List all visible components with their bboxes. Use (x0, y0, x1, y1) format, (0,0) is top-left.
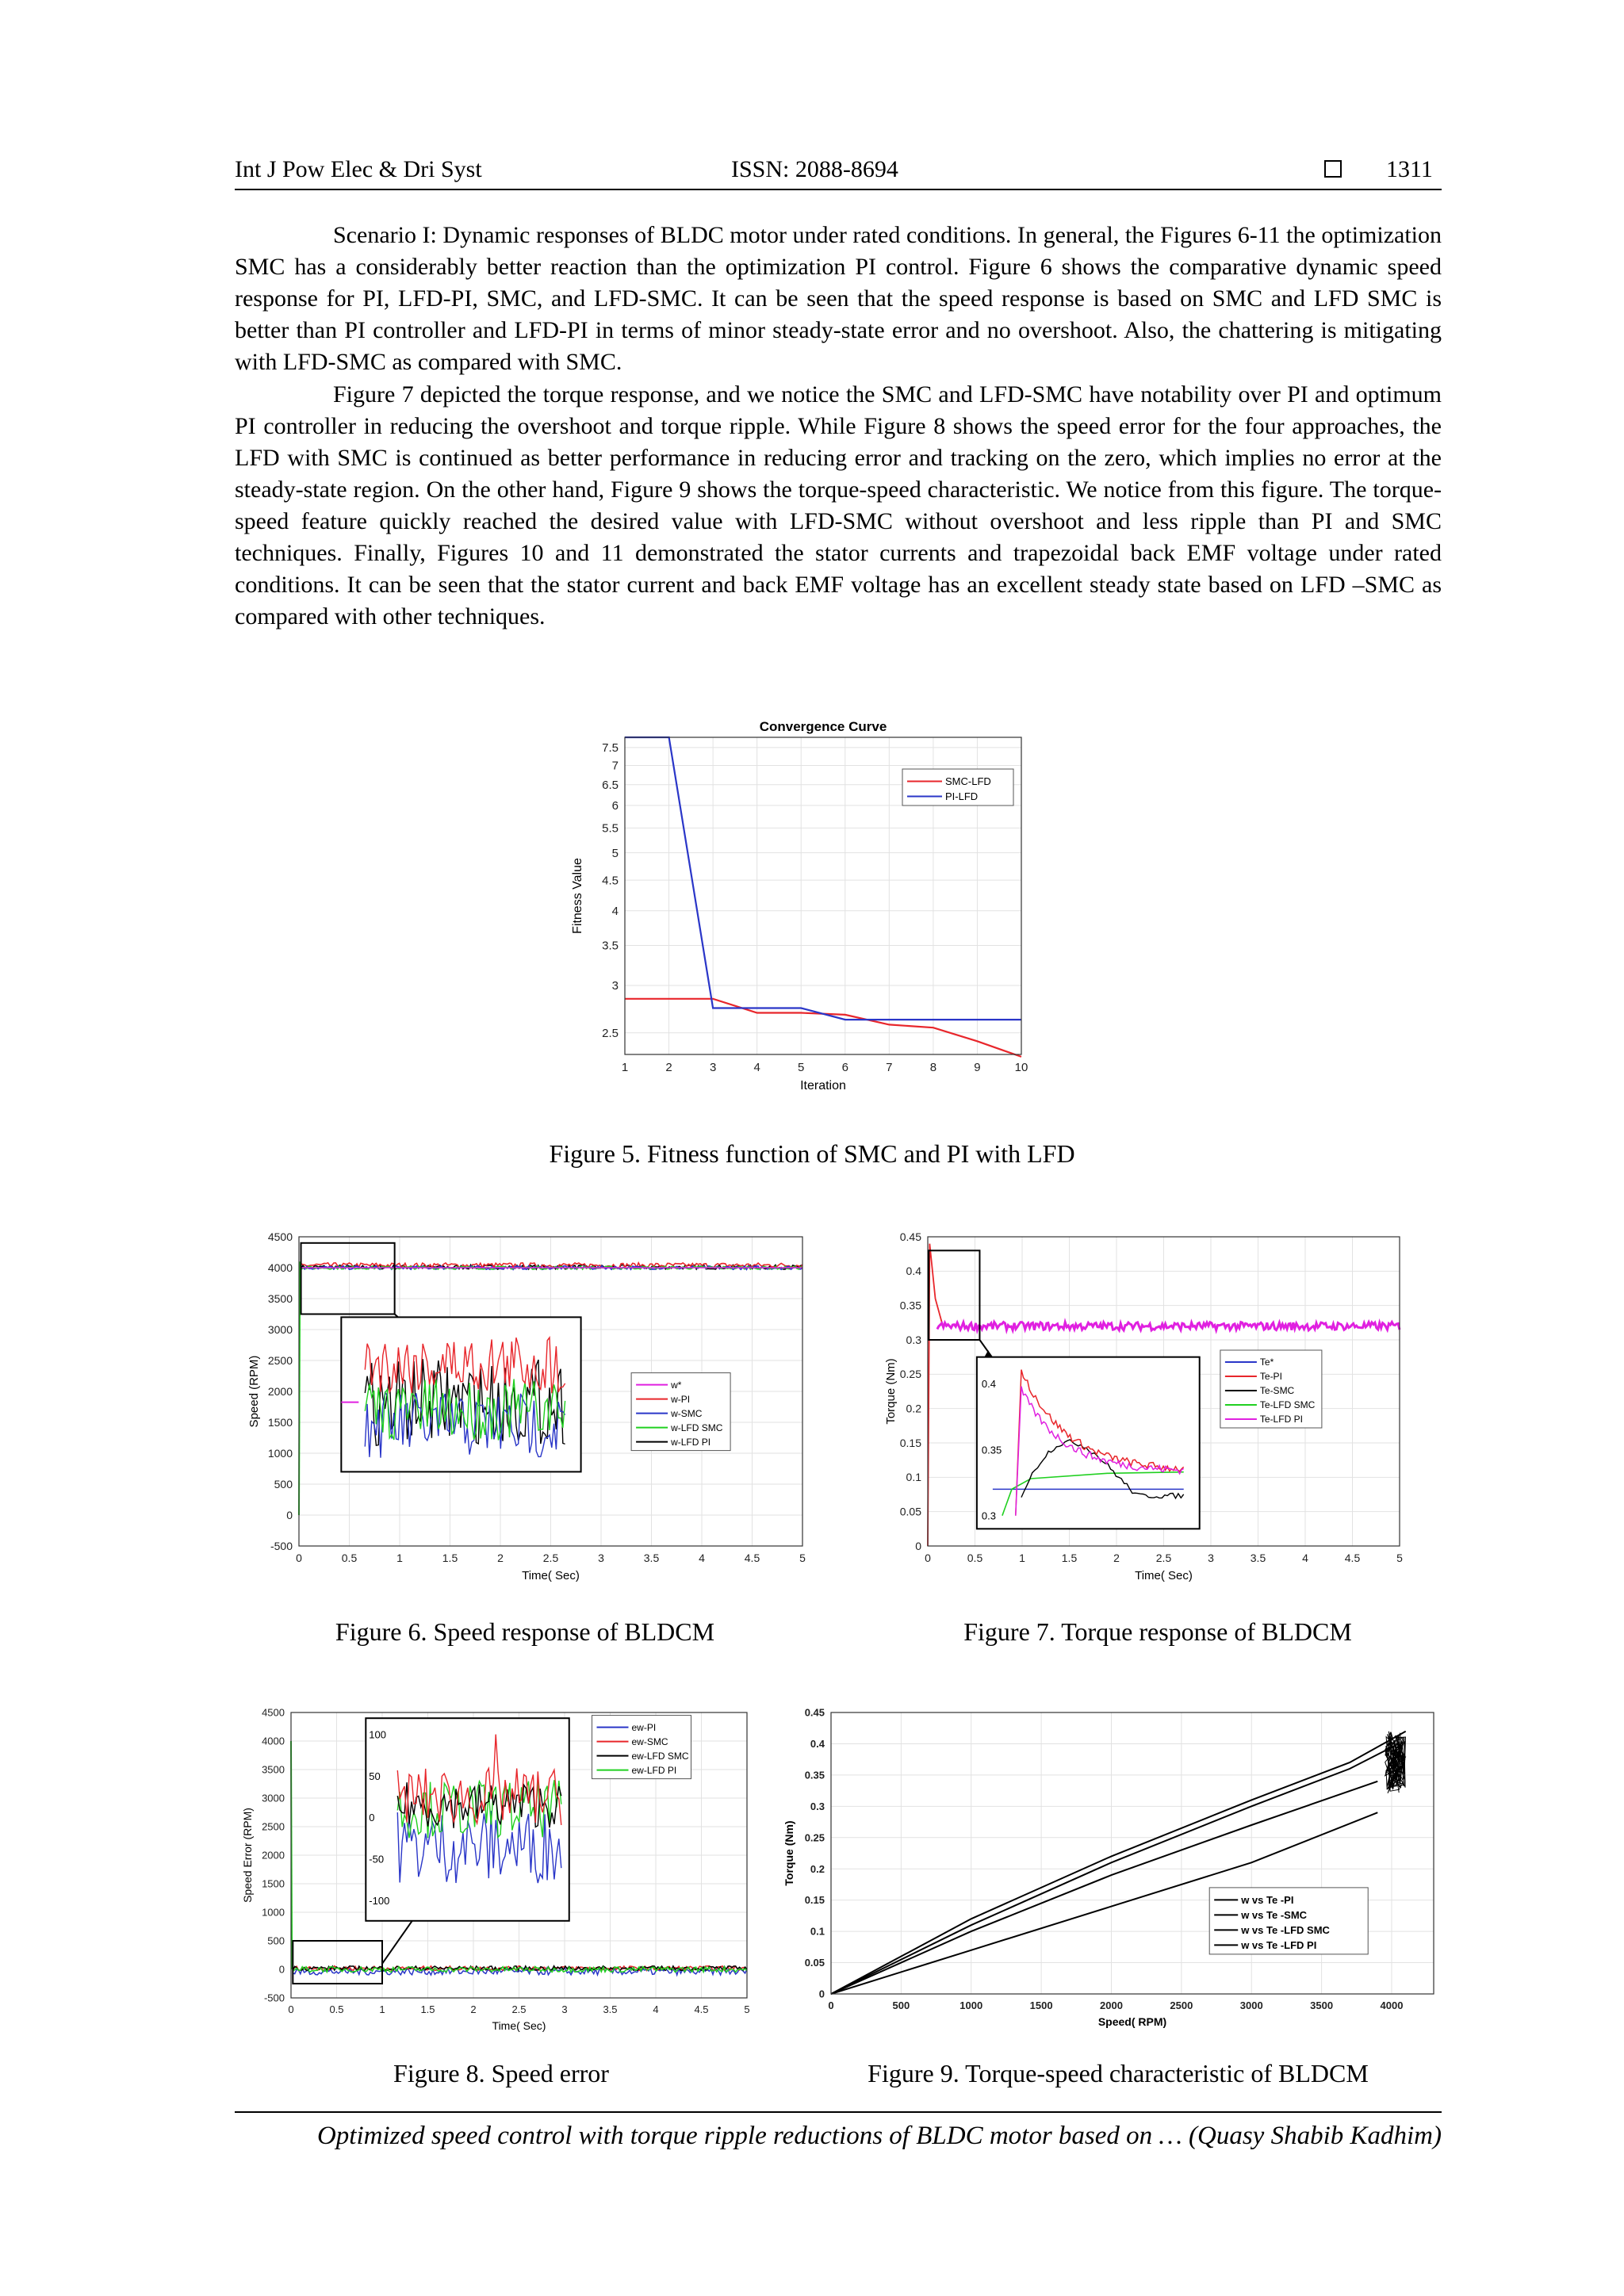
legend-label: ew-LFD PI (631, 1764, 677, 1776)
y-tick-label: 0.25 (899, 1368, 921, 1381)
x-tick-label: 3.5 (643, 1552, 660, 1564)
x-tick-label: 9 (974, 1061, 981, 1074)
x-tick-label: 1.5 (442, 1552, 458, 1564)
x-tick-label: 4.5 (1344, 1552, 1361, 1564)
y-tick-label: 0 (915, 1539, 921, 1552)
legend-label: w-PI (671, 1393, 691, 1405)
y-tick-label: 0.4 (810, 1737, 825, 1750)
y-tick-label: 5 (611, 846, 619, 860)
x-tick-label: 0 (296, 1552, 302, 1564)
x-tick-label: 5 (744, 2003, 750, 2015)
legend-label: Te-LFD SMC (1259, 1399, 1316, 1411)
y-tick-label: 500 (274, 1477, 293, 1490)
y-tick-label: 0.35 (899, 1299, 921, 1312)
figure-7-caption: Figure 7. Torque response of BLDCM (963, 1617, 1352, 1646)
figure-8-caption: Figure 8. Speed error (393, 2059, 609, 2087)
y-tick-label: 2000 (262, 1849, 285, 1862)
legend-label: Te* (1259, 1357, 1274, 1368)
y-axis-label: Fitness Value (571, 858, 584, 934)
x-tick-label: 2 (470, 2003, 477, 2015)
x-tick-label: 6 (841, 1061, 848, 1074)
x-tick-label: 1.5 (1061, 1552, 1078, 1564)
legend-label: w* (671, 1379, 682, 1391)
inset-y-tick-label: 0.3 (981, 1510, 996, 1522)
page-number: 1311 (1386, 156, 1433, 182)
inset-y-tick-label: 0.35 (981, 1444, 1002, 1456)
x-tick-label: 2 (1113, 1552, 1120, 1564)
y-tick-label: 0.45 (899, 1230, 921, 1243)
y-tick-label: -500 (270, 1539, 293, 1552)
x-tick-label: 0.5 (329, 2003, 344, 2015)
y-tick-label: 4500 (267, 1230, 293, 1243)
journal-name: Int J Pow Elec & Dri Syst (235, 156, 482, 182)
inset-y-tick-label: 100 (369, 1728, 387, 1741)
x-tick-label: 1500 (1029, 1999, 1053, 2011)
y-tick-label: -500 (263, 1992, 285, 2004)
x-axis-label: Time( Sec) (1135, 1569, 1193, 1582)
y-axis-label: Speed (RPM) (247, 1355, 261, 1428)
y-tick-label: 4000 (262, 1735, 285, 1747)
y-tick-label: 0.1 (810, 1925, 825, 1938)
y-axis-label: Speed Error (RPM) (241, 1808, 254, 1903)
legend-label: w vs Te -PI (1241, 1893, 1294, 1906)
x-axis-label: Time( Sec) (492, 2019, 546, 2032)
y-tick-label: 1000 (262, 1906, 285, 1919)
issn: ISSN: 2088-8694 (731, 156, 898, 182)
y-tick-label: 1500 (267, 1415, 293, 1429)
legend-label: SMC-LFD (945, 775, 991, 788)
x-tick-label: 5 (798, 1061, 805, 1074)
x-tick-label: 4 (653, 2003, 659, 2015)
figure-5-caption: Figure 5. Fitness function of SMC and PI with LFD (549, 1139, 1075, 1168)
figure-8-speed-error-chart (232, 1701, 771, 2049)
legend-label: ew-SMC (631, 1735, 668, 1747)
legend-label: Te-LFD PI (1259, 1414, 1303, 1425)
x-tick-label: 3 (561, 2003, 568, 2015)
legend-label: Te-SMC (1259, 1385, 1295, 1397)
y-tick-label: 4500 (262, 1706, 285, 1719)
x-tick-label: 2 (665, 1061, 672, 1074)
y-tick-label: 3.5 (602, 939, 619, 953)
x-tick-label: 1 (1019, 1552, 1025, 1564)
x-tick-label: 0.5 (341, 1552, 358, 1564)
y-tick-label: 2.5 (602, 1026, 619, 1040)
paragraph-2: Figure 7 depicted the torque response, and we notice the SMC and LFD-SMC have notability over PI and optimum PI controller in reducing the overshoot and torque ripple. While Figure 8 shows the speed error for the four approaches, the LFD with SMC is continued as better performance in reducing error and tracking on the zero, which implies no error at the steady-state region. On the other hand, Figure 9 shows the torque-speed characteristic. We notice from this figure. The torque-speed feature quickly reached the desired value with LFD-SMC without overshoot and less ripple than PI and SMC techniques. Finally, Figures 10 and 11 demonstrated the stator currents and trapezoidal back EMF voltage under rated conditions. It can be seen that the stator current and back EMF voltage has an excellent steady state based on LFD –SMC as compared with other techniques. (235, 381, 1442, 629)
legend-label: w vs Te -SMC (1241, 1908, 1308, 1921)
y-tick-label: 0.2 (810, 1862, 825, 1875)
x-tick-label: 4 (753, 1061, 760, 1074)
figure-9-caption: Figure 9. Torque-speed characteristic of BLDCM (868, 2059, 1369, 2087)
y-tick-label: 6.5 (602, 778, 619, 792)
y-tick-label: 4 (611, 904, 619, 918)
y-tick-label: 2500 (267, 1353, 293, 1367)
y-tick-label: 7 (611, 759, 619, 773)
legend-label: w-SMC (671, 1407, 703, 1419)
y-tick-label: 0 (286, 1508, 293, 1521)
x-tick-label: 3500 (1310, 1999, 1334, 2011)
y-tick-label: 3000 (262, 1792, 285, 1804)
y-tick-label: 1500 (262, 1877, 285, 1890)
paragraph-1: Scenario I: Dynamic responses of BLDC motor under rated conditions. In general, the Figures 6-11 the optimization SMC has a considerably better reaction than the optimization PI control. Figure 6 shows the comparative dynamic speed response for PI, LFD-PI, SMC, and LFD-SMC. It can be seen that the speed response is based on SMC and LFD SMC is better than PI controller and LFD-PI in terms of minor steady-state error and no overshoot. Also, the chattering is mitigating with LFD-SMC as compared with SMC. (235, 222, 1442, 375)
x-tick-label: 1 (396, 1552, 403, 1564)
y-axis-label: Torque (Nm) (884, 1358, 898, 1425)
legend-label: Te-PI (1259, 1371, 1282, 1383)
x-tick-label: 4.5 (694, 2003, 709, 2015)
figure-7-torque-response-chart (884, 1225, 1427, 1598)
footer-rule (235, 2111, 1442, 2113)
x-axis-label: Iteration (800, 1079, 846, 1093)
y-tick-label: 3 (611, 979, 619, 993)
y-tick-label: 0 (818, 1988, 825, 2000)
y-tick-label: 1000 (267, 1446, 293, 1460)
x-tick-label: 3000 (1239, 1999, 1263, 2011)
y-tick-label: 2000 (267, 1384, 293, 1398)
figure-6-speed-response-chart (232, 1225, 818, 1598)
inset-frame (977, 1357, 1200, 1529)
y-tick-label: 0.05 (899, 1505, 921, 1518)
y-tick-label: 0.2 (906, 1402, 921, 1415)
figure-6-caption: Figure 6. Speed response of BLDCM (335, 1617, 715, 1646)
x-axis-label: Time( Sec) (522, 1569, 580, 1582)
x-tick-label: 10 (1014, 1061, 1028, 1074)
chart-title: Convergence Curve (759, 719, 887, 734)
header-rule (235, 189, 1442, 190)
footer-running-title: Optimized speed control with torque ripple reductions of BLDC motor based on … (Quasy Shabib Kadhim) (316, 2122, 1442, 2150)
x-tick-label: 5 (799, 1552, 806, 1564)
x-tick-label: 3 (598, 1552, 604, 1564)
y-tick-label: 0.4 (906, 1265, 921, 1278)
x-tick-label: 1.5 (420, 2003, 435, 2015)
x-tick-label: 2500 (1170, 1999, 1193, 2011)
x-axis-label: Speed( RPM) (1097, 2015, 1167, 2028)
y-tick-label: 0.3 (810, 1800, 825, 1812)
legend-label: w vs Te -LFD SMC (1241, 1923, 1330, 1936)
inset-y-tick-label: 0.4 (981, 1378, 996, 1390)
x-tick-label: 2.5 (542, 1552, 559, 1564)
x-tick-label: 2000 (1100, 1999, 1123, 2011)
y-tick-label: 3500 (262, 1763, 285, 1776)
x-tick-label: 5 (1396, 1552, 1403, 1564)
y-tick-label: 3500 (267, 1292, 293, 1305)
x-tick-label: 7 (886, 1061, 893, 1074)
y-tick-label: 0.15 (899, 1436, 921, 1449)
x-tick-label: 4 (1302, 1552, 1308, 1564)
y-tick-label: 0.35 (804, 1769, 825, 1781)
x-tick-label: 3.5 (1250, 1552, 1266, 1564)
x-tick-label: 1 (379, 2003, 385, 2015)
legend-label: ew-PI (631, 1721, 657, 1733)
y-tick-label: 4000 (267, 1261, 293, 1274)
square-bullet-icon (1324, 160, 1342, 178)
inset-frame (341, 1317, 580, 1471)
figure-5-convergence-chart (555, 710, 1126, 1122)
x-tick-label: 3 (709, 1061, 717, 1074)
y-tick-label: 5.5 (602, 821, 619, 836)
y-axis-label: Torque (Nm) (783, 1820, 795, 1886)
x-tick-label: 0 (288, 2003, 294, 2015)
x-tick-label: 2 (497, 1552, 504, 1564)
legend-label: PI-LFD (945, 790, 979, 803)
legend-label: w-LFD SMC (671, 1422, 723, 1433)
inset-y-tick-label: 50 (369, 1770, 381, 1782)
y-tick-label: 0 (278, 1963, 285, 1976)
y-tick-label: 0.25 (804, 1831, 825, 1844)
inset-y-tick-label: 0 (369, 1812, 375, 1824)
x-tick-label: 1 (621, 1061, 629, 1074)
y-tick-label: 0.15 (804, 1894, 825, 1907)
y-tick-label: 0.05 (804, 1957, 825, 1969)
x-tick-label: 2.5 (511, 2003, 527, 2015)
x-tick-label: 0.5 (967, 1552, 983, 1564)
x-tick-label: 0 (925, 1552, 931, 1564)
y-tick-label: 500 (267, 1934, 285, 1947)
figure-9-torque-speed-chart (785, 1701, 1451, 2049)
y-tick-label: 0.45 (804, 1706, 825, 1719)
x-tick-label: 3.5 (603, 2003, 618, 2015)
inset-y-tick-label: -50 (369, 1853, 385, 1866)
y-tick-label: 7.5 (602, 741, 619, 756)
y-tick-label: 3000 (267, 1322, 293, 1336)
y-tick-label: 0.1 (906, 1471, 921, 1484)
y-tick-label: 0.3 (906, 1333, 921, 1346)
legend-label: w vs Te -LFD PI (1241, 1938, 1317, 1951)
y-tick-label: 4.5 (602, 874, 619, 888)
x-tick-label: 4000 (1380, 1999, 1404, 2011)
y-tick-label: 6 (611, 799, 619, 813)
x-tick-label: 3 (1208, 1552, 1214, 1564)
legend-label: ew-LFD SMC (631, 1750, 689, 1762)
x-tick-label: 4 (699, 1552, 705, 1564)
x-tick-label: 8 (929, 1061, 937, 1074)
x-tick-label: 1000 (959, 1999, 983, 2011)
y-tick-label: 2500 (262, 1820, 285, 1833)
x-tick-label: 500 (892, 1999, 910, 2011)
inset-y-tick-label: -100 (369, 1894, 390, 1907)
legend-label: w-LFD PI (671, 1436, 711, 1448)
x-tick-label: 0 (828, 1999, 834, 2011)
x-tick-label: 4.5 (744, 1552, 760, 1564)
x-tick-label: 2.5 (1155, 1552, 1172, 1564)
